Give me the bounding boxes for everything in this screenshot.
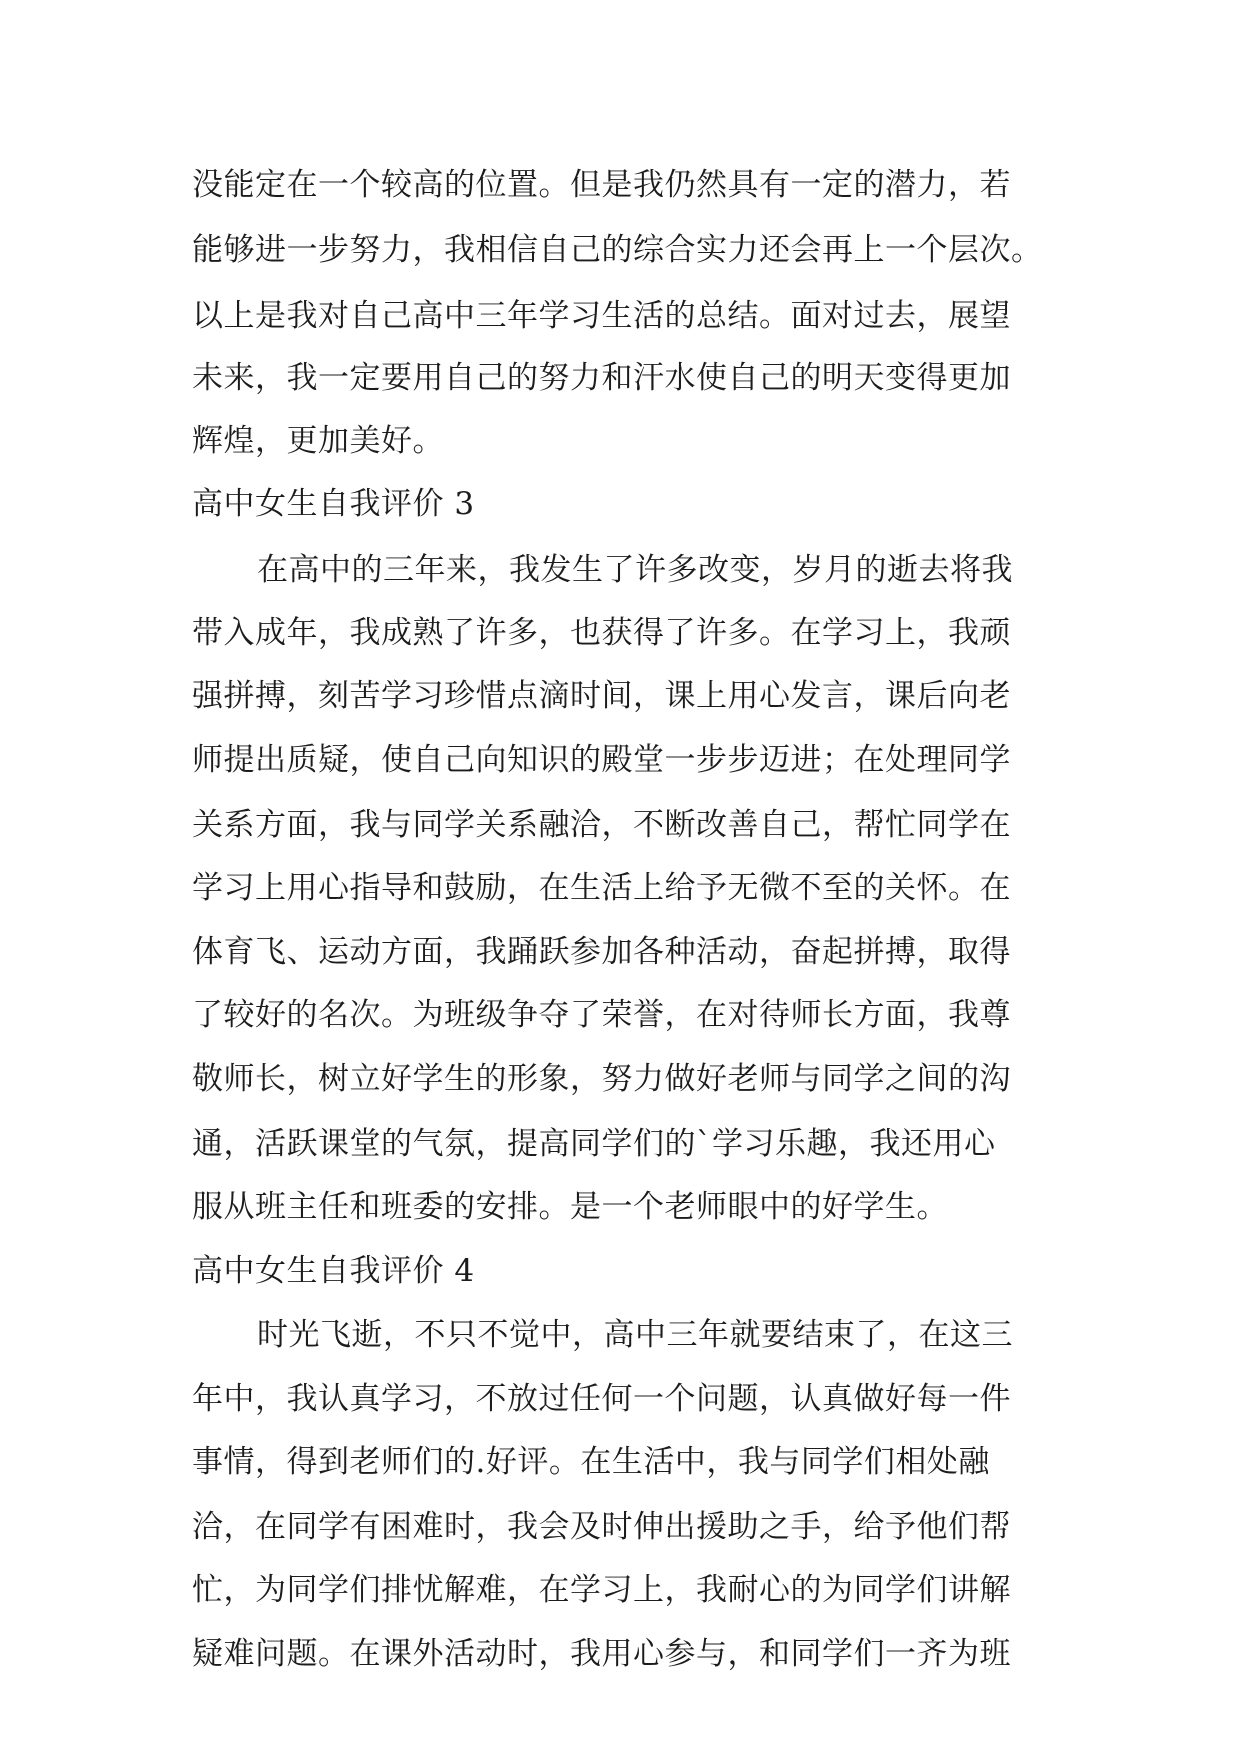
paragraph-line: 事情，得到老师们的.好评。在生活中，我与同学们相处融 bbox=[192, 1444, 990, 1480]
paragraph-line: 带入成年，我成熟了许多，也获得了许多。在学习上，我顽 bbox=[192, 615, 1011, 651]
paragraph-line: 体育飞、运动方面，我踊跃参加各种活动，奋起拼搏，取得 bbox=[192, 934, 1011, 970]
paragraph-line: 在高中的三年来，我发生了许多改变，岁月的逝去将我 bbox=[257, 552, 1013, 588]
paragraph-line: 疑难问题。在课外活动时，我用心参与，和同学们一齐为班 bbox=[192, 1636, 1011, 1672]
paragraph-line: 师提出质疑，使自己向知识的殿堂一步步迈进；在处理同学 bbox=[192, 742, 1011, 778]
section-heading: 高中女生自我评价 3 bbox=[192, 486, 475, 522]
paragraph-line: 忙，为同学们排忧解难，在学习上，我耐心的为同学们讲解 bbox=[192, 1572, 1011, 1608]
paragraph-line: 了较好的名次。为班级争夺了荣誉，在对待师长方面，我尊 bbox=[192, 997, 1011, 1033]
section-heading: 高中女生自我评价 4 bbox=[192, 1253, 475, 1289]
paragraph-line: 学习上用心指导和鼓励，在生活上给予无微不至的关怀。在 bbox=[192, 870, 1011, 906]
paragraph-line: 能够进一步努力，我相信自己的综合实力还会再上一个层次。 bbox=[192, 232, 1043, 268]
paragraph-line: 洽，在同学有困难时，我会及时伸出援助之手，给予他们帮 bbox=[192, 1509, 1011, 1545]
paragraph-line: 时光飞逝，不只不觉中，高中三年就要结束了，在这三 bbox=[257, 1317, 1013, 1353]
paragraph-line: 强拼搏，刻苦学习珍惜点滴时间，课上用心发言，课后向老 bbox=[192, 678, 1011, 714]
paragraph-line: 通，活跃课堂的气氛，提高同学们的`学习乐趣，我还用心 bbox=[192, 1126, 996, 1162]
paragraph-line: 辉煌，更加美好。 bbox=[192, 423, 444, 459]
paragraph-line: 未来，我一定要用自己的努力和汗水使自己的明天变得更加 bbox=[192, 360, 1011, 396]
paragraph-line: 年中，我认真学习，不放过任何一个问题，认真做好每一件 bbox=[192, 1381, 1011, 1417]
paragraph-line: 服从班主任和班委的安排。是一个老师眼中的好学生。 bbox=[192, 1189, 948, 1225]
paragraph-line: 敬师长，树立好学生的形象，努力做好老师与同学之间的沟 bbox=[192, 1061, 1011, 1097]
paragraph-line: 以上是我对自己高中三年学习生活的总结。面对过去，展望 bbox=[192, 298, 1011, 334]
paragraph-line: 没能定在一个较高的位置。但是我仍然具有一定的潜力，若 bbox=[192, 167, 1011, 203]
paragraph-line: 关系方面，我与同学关系融洽，不断改善自己，帮忙同学在 bbox=[192, 807, 1011, 843]
